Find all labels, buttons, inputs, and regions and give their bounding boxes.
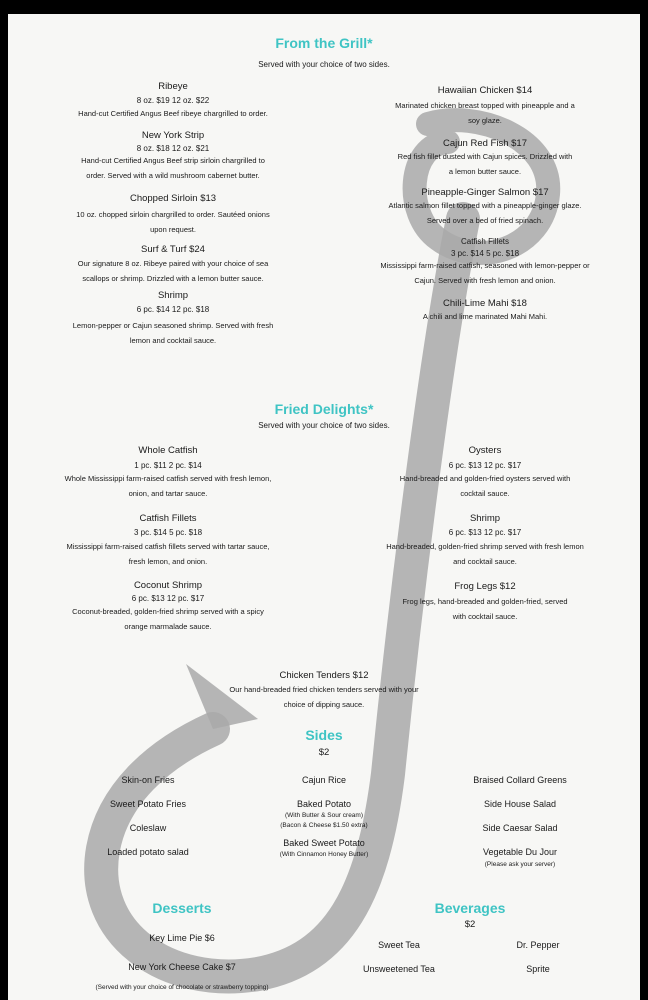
side-collard-greens: Braised Collard Greens	[473, 775, 567, 785]
chicken-tenders-desc-2: choice of dipping sauce.	[283, 700, 365, 709]
dessert-key-lime-pie: Key Lime Pie $6	[149, 933, 215, 943]
beverages-price: $2	[464, 919, 476, 930]
frog-legs-name: Frog Legs $12	[454, 581, 516, 592]
desserts-title: Desserts	[152, 900, 212, 916]
hawaiian-desc-1: Marinated chicken breast topped with pineapple and a	[395, 101, 575, 110]
side-coleslaw: Coleslaw	[129, 823, 167, 833]
beverage-sweet-tea: Sweet Tea	[378, 940, 420, 950]
grill-catfish-desc-2: Cajun. Served with fresh lemon and onion.	[414, 276, 556, 285]
fried-shrimp-price: 6 pc. $13 12 pc. $17	[448, 528, 522, 537]
mahi-name: Chili-Lime Mahi $18	[443, 298, 527, 309]
side-baked-potato: Baked Potato	[296, 799, 352, 809]
redfish-name: Cajun Red Fish $17	[443, 138, 527, 149]
salmon-desc-1: Atlantic salmon fillet topped with a pineapple-ginger glaze.	[388, 201, 582, 210]
grill-shrimp-desc-1: Lemon-pepper or Cajun seasoned shrimp. Served with fresh	[72, 321, 274, 330]
beverages-title: Beverages	[434, 900, 506, 916]
fried-subtitle: Served with your choice of two sides.	[258, 421, 390, 430]
baked-sweet-potato-note: (With Cinnamon Honey Butter)	[279, 851, 369, 858]
chicken-tenders-name: Chicken Tenders $12	[279, 670, 369, 681]
fried-shrimp-name: Shrimp	[469, 513, 501, 524]
whole-catfish-desc-2: onion, and tartar sauce.	[128, 489, 208, 498]
grill-catfish-desc-1: Mississippi farm-raised catfish, seasoned with lemon-pepper or	[380, 261, 590, 270]
sirloin-desc-2: upon request.	[150, 225, 196, 234]
fried-shrimp-desc-2: and cocktail sauce.	[453, 557, 517, 566]
mahi-desc: A chili and lime marinated Mahi Mahi.	[422, 312, 548, 321]
redfish-desc-2: a lemon butter sauce.	[448, 167, 522, 176]
fried-catfish-fillets-name: Catfish Fillets	[139, 513, 197, 524]
oysters-desc-1: Hand-breaded and golden-fried oysters served with	[399, 474, 571, 483]
ribeye-name: Ribeye	[158, 81, 188, 92]
sirloin-name: Chopped Sirloin $13	[129, 193, 217, 204]
surf-turf-desc-1: Our signature 8 oz. Ribeye paired with your choice of sea	[77, 259, 269, 268]
dessert-topping-note: (Served with your choice of chocolate or strawberry topping)	[95, 984, 269, 991]
sides-price: $2	[318, 747, 330, 758]
grill-title: From the Grill*	[275, 35, 373, 51]
grill-right-column	[330, 85, 640, 324]
salmon-desc-2: Served over a bed of fried spinach.	[426, 216, 544, 225]
ribeye-price: 8 oz. $19 12 oz. $22	[136, 96, 210, 105]
grill-subtitle: Served with your choice of two sides.	[258, 60, 390, 69]
grill-catfish-name: Catfish Fillets	[460, 237, 509, 246]
whole-catfish-desc-1: Whole Mississippi farm-raised catfish served with fresh lemon,	[64, 474, 272, 483]
salmon-name: Pineapple-Ginger Salmon $17	[421, 187, 549, 198]
sirloin-desc-1: 10 oz. chopped sirloin chargrilled to order. Sautéed onions	[76, 210, 270, 219]
chicken-tenders-block	[174, 670, 474, 712]
oysters-desc-2: cocktail sauce.	[460, 489, 510, 498]
surf-turf-desc-2: scallops or shrimp. Drizzled with a lemon butter sauce.	[82, 274, 264, 283]
grill-catfish-price: 3 pc. $14 5 pc. $18	[450, 249, 520, 258]
menu-page	[8, 14, 640, 1000]
chicken-tenders-desc-1: Our hand-breaded fried chicken tenders served with your	[229, 685, 419, 694]
side-house-salad: Side House Salad	[483, 799, 557, 809]
fried-shrimp-desc-1: Hand-breaded, golden-fried shrimp served with fresh lemon	[386, 542, 584, 551]
side-caesar-salad: Side Caesar Salad	[482, 823, 558, 833]
fried-left-column	[8, 445, 328, 634]
whole-catfish-name: Whole Catfish	[138, 445, 198, 456]
beverage-dr-pepper: Dr. Pepper	[516, 940, 560, 950]
hawaiian-desc-2: soy glaze.	[468, 116, 502, 125]
sides-title: Sides	[305, 727, 343, 743]
surf-turf-name: Surf & Turf $24	[141, 244, 205, 255]
side-vegetable-du-jour: Vegetable Du Jour	[482, 847, 558, 857]
redfish-desc-1: Red fish fillet dusted with Cajun spices. Drizzled with	[397, 152, 573, 161]
strip-price: 8 oz. $18 12 oz. $21	[136, 144, 210, 153]
oysters-price: 6 pc. $13 12 pc. $17	[448, 461, 522, 470]
strip-desc-2: order. Served with a wild mushroom cabernet butter.	[86, 171, 260, 180]
beverage-unsweetened-tea: Unsweetened Tea	[363, 964, 435, 974]
side-baked-sweet-potato: Baked Sweet Potato	[283, 838, 365, 848]
vegetable-note: (Please ask your server)	[484, 861, 556, 868]
coconut-shrimp-name: Coconut Shrimp	[133, 580, 203, 591]
coconut-shrimp-desc-2: orange marmalade sauce.	[124, 622, 212, 631]
coconut-shrimp-price: 6 pc. $13 12 pc. $17	[131, 594, 205, 603]
whole-catfish-price: 1 pc. $11 2 pc. $14	[134, 461, 202, 470]
beverage-sprite: Sprite	[526, 964, 550, 974]
baked-potato-note-2: (Bacon & Cheese $1.50 extra)	[280, 822, 368, 829]
fried-catfish-fillets-desc-1: Mississippi farm-raised catfish fillets served with tartar sauce,	[66, 542, 270, 551]
grill-shrimp-price: 6 pc. $14 12 pc. $18	[136, 305, 210, 314]
sides-column-2	[224, 775, 424, 858]
side-sweet-potato-fries: Sweet Potato Fries	[109, 799, 187, 809]
grill-shrimp-desc-2: lemon and cocktail sauce.	[129, 336, 217, 345]
frog-legs-desc-1: Frog legs, hand-breaded and golden-fried, served	[402, 597, 568, 606]
dessert-cheese-cake: New York Cheese Cake $7	[128, 962, 236, 972]
sides-column-1	[48, 775, 248, 871]
side-loaded-potato-salad: Loaded potato salad	[107, 847, 189, 857]
sides-column-3	[410, 775, 630, 868]
strip-name: New York Strip	[141, 130, 205, 141]
oysters-name: Oysters	[468, 445, 502, 456]
ribeye-desc: Hand-cut Certified Angus Beef ribeye chargrilled to order.	[78, 109, 268, 118]
grill-shrimp-name: Shrimp	[157, 290, 189, 301]
fried-catfish-fillets-price: 3 pc. $14 5 pc. $18	[133, 528, 203, 537]
fried-title: Fried Delights*	[274, 401, 374, 417]
side-skin-on-fries: Skin-on Fries	[121, 775, 175, 785]
fried-catfish-fillets-desc-2: fresh lemon, and onion.	[128, 557, 208, 566]
strip-desc-1: Hand-cut Certified Angus Beef strip sirloin chargrilled to	[81, 156, 265, 165]
grill-left-column	[18, 81, 328, 348]
side-cajun-rice: Cajun Rice	[301, 775, 347, 785]
coconut-shrimp-desc-1: Coconut-breaded, golden-fried shrimp served with a spicy	[72, 607, 264, 616]
baked-potato-note-1: (With Butter & Sour cream)	[284, 812, 364, 819]
fried-right-column	[330, 445, 640, 624]
frog-legs-desc-2: with cocktail sauce.	[452, 612, 518, 621]
hawaiian-name: Hawaiian Chicken $14	[437, 85, 533, 96]
